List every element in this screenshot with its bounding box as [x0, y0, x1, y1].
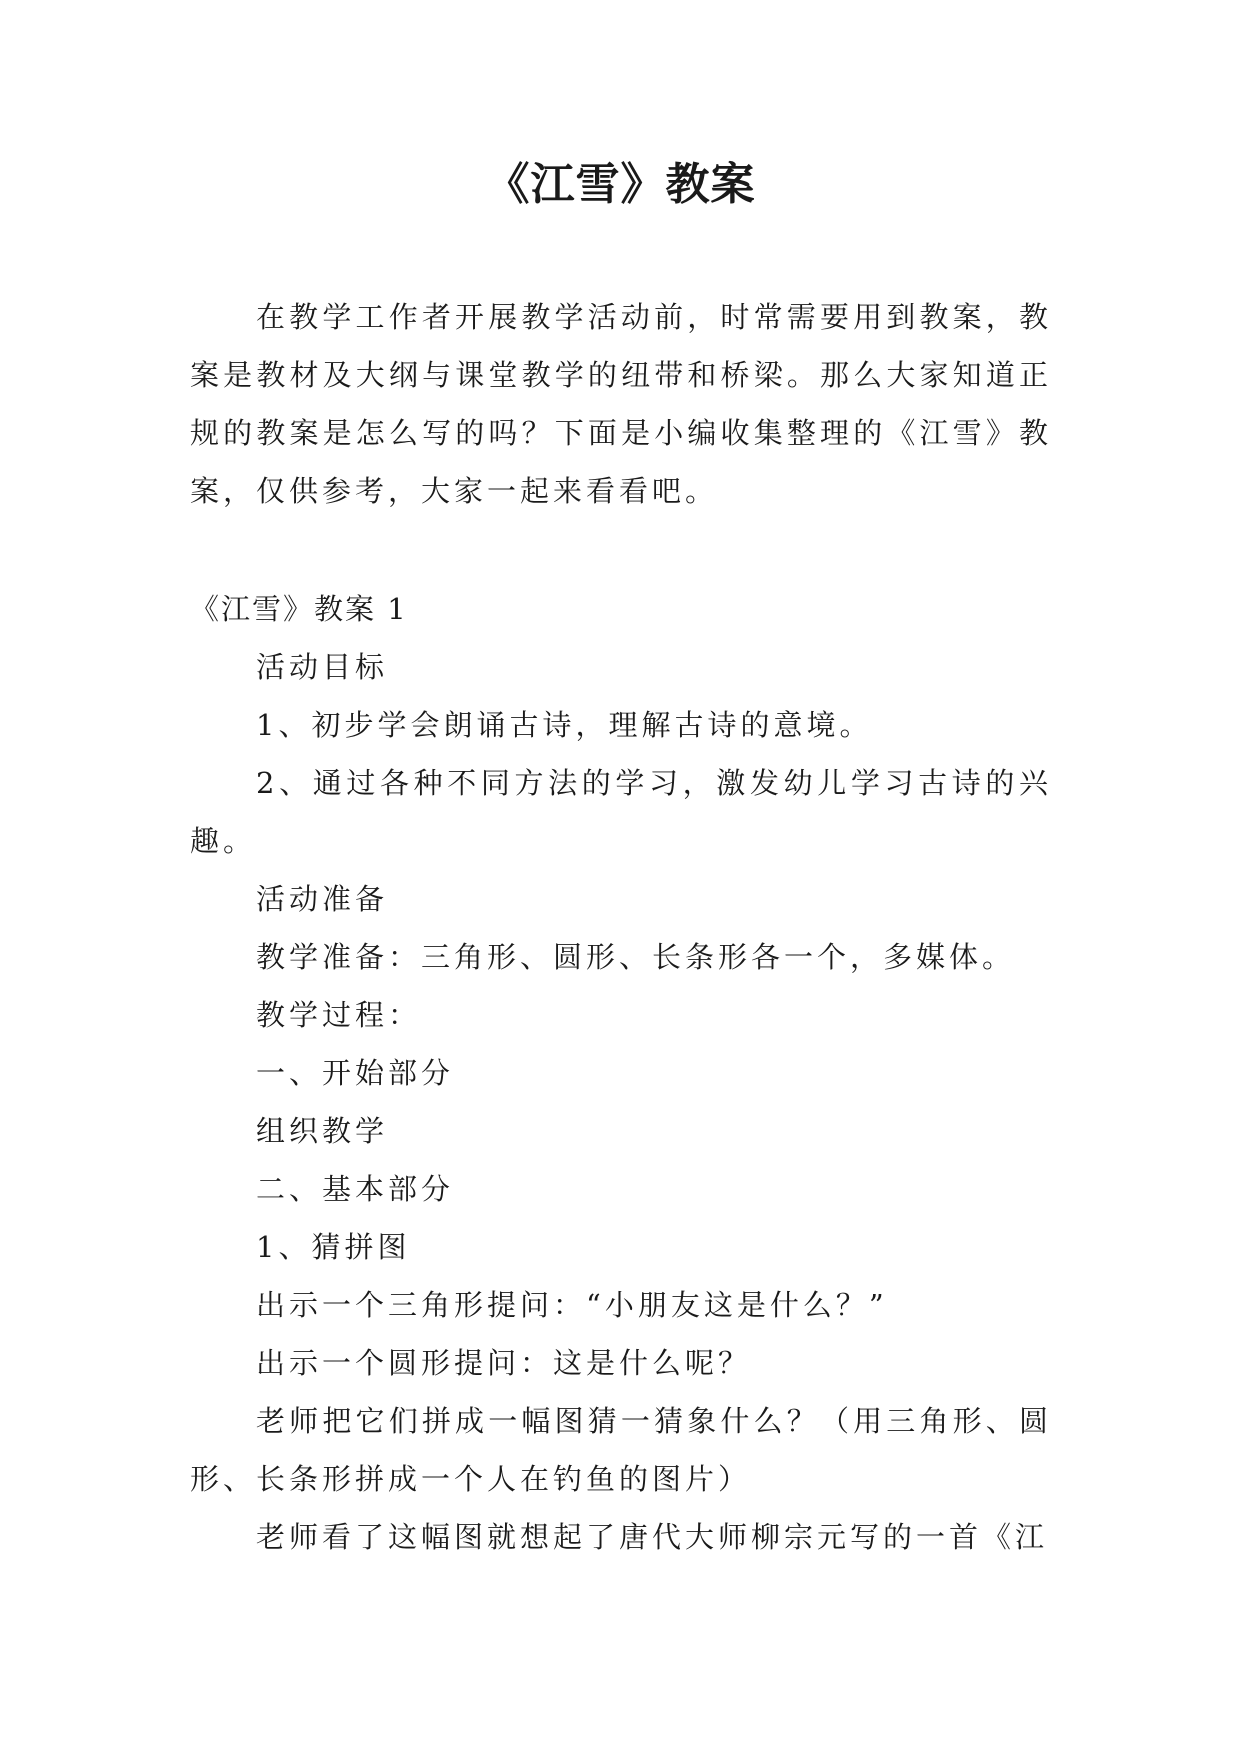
paragraph-teaching-preparation: 教学准备：三角形、圆形、长条形各一个，多媒体。	[256, 940, 1016, 974]
paragraph-triangle: 出示一个三角形提问：“小朋友这是什么？”	[256, 1288, 888, 1322]
paragraph-part-one: 一、开始部分	[256, 1056, 455, 1090]
paragraph-puzzle: 1、猜拼图	[256, 1230, 411, 1264]
paragraph-part-two: 二、基本部分	[256, 1172, 455, 1206]
paragraph-objectives-heading: 活动目标	[256, 650, 389, 684]
lesson-body	[190, 580, 1052, 1566]
section-title: 《江雪》教案 1	[190, 592, 408, 626]
paragraph-objective-1: 1、初步学会朗诵古诗，理解古诗的意境。	[256, 708, 873, 742]
paragraph-poem-intro: 老师看了这幅图就想起了唐代大师柳宗元写的一首《江	[256, 1520, 1049, 1554]
document-title: 《江雪》教案	[485, 159, 756, 210]
paragraph-objective-2: 2、通过各种不同方法的学习，激发幼儿学习古诗的兴趣。	[190, 766, 1052, 858]
intro-paragraph: 在教学工作者开展教学活动前，时常需要用到教案，教案是教材及大纲与课堂教学的纽带和桥梁。那么大家知道正规的教案是怎么写的吗？下面是小编收集整理的《江雪》教案，仅供参考，大家一起来看看吧。	[190, 300, 1052, 508]
paragraph-assemble: 老师把它们拼成一幅图猜一猜象什么？（用三角形、圆形、长条形拼成一个人在钓鱼的图片）	[190, 1404, 1052, 1496]
paragraph-preparation-heading: 活动准备	[256, 882, 389, 916]
paragraph-circle: 出示一个圆形提问：这是什么呢？	[256, 1346, 752, 1380]
paragraph-process-heading: 教学过程：	[256, 998, 422, 1032]
paragraph-organize: 组织教学	[256, 1114, 389, 1148]
